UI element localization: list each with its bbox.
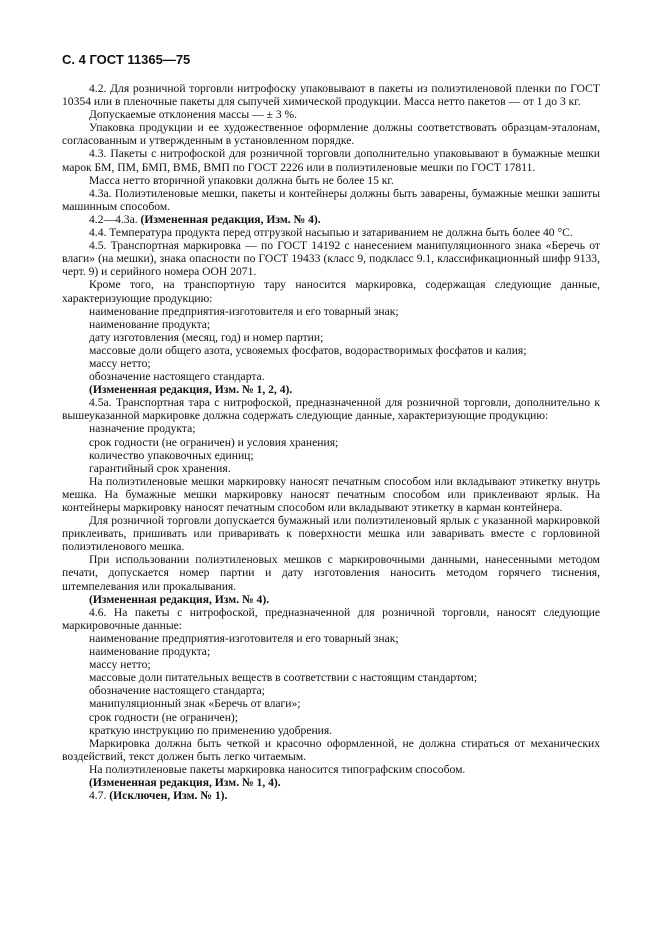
paragraph-text: наименование предприятия-изготовителя и его товарный знак;: [89, 631, 399, 645]
paragraph: [62, 711, 600, 724]
paragraph-text: 4.2—4.3а.: [89, 212, 138, 226]
paragraph-text: 4.5а. Транспортная тара с нитрофоской, предназначенной для розничной торговли, дополнительно к вышеуказанной маркировке должна содержать следующие данные, характеризующие продукцию:: [62, 396, 600, 423]
paragraph-text: количество упаковочных единиц;: [89, 448, 254, 462]
paragraph: [62, 553, 600, 592]
paragraph: [62, 763, 600, 776]
paragraph: [62, 213, 600, 226]
paragraph-text: массу нетто;: [89, 658, 151, 672]
paragraph: [62, 593, 600, 606]
paragraph-text: срок годности (не ограничен) и условия хранения;: [89, 435, 339, 449]
paragraph: [62, 108, 600, 121]
paragraph-text: 4.4. Температура продукта перед отгрузкой насыпью и затариванием не должна быть более 40 °С.: [89, 226, 573, 240]
paragraph-text: Маркировка должна быть четкой и красочно оформленной, не должна стираться от механических воздействий, текст должен быть легко читаемым.: [62, 736, 600, 763]
paragraph: [62, 226, 600, 239]
paragraph: [62, 514, 600, 553]
paragraph-text: На полиэтиленовые пакеты маркировка наносится типографским способом.: [89, 762, 466, 776]
document-body: [62, 82, 600, 802]
paragraph-text: манипуляционный знак «Беречь от влаги»;: [89, 697, 301, 711]
paragraph: [62, 174, 600, 187]
amendment-note: (Измененная редакция, Изм. № 1, 4).: [89, 775, 281, 789]
paragraph-text: обозначение настоящего стандарта.: [89, 370, 265, 384]
paragraph: [62, 697, 600, 710]
paragraph: [62, 344, 600, 357]
paragraph-text: Упаковка продукции и ее художественное оформление должны соответствовать образцам-эталонам, согласованным и утвержденным в установленном порядке.: [62, 121, 600, 148]
paragraph-text: 4.7.: [89, 789, 107, 803]
paragraph: [62, 737, 600, 763]
amendment-note: (Измененная редакция, Изм. № 1, 2, 4).: [89, 383, 293, 397]
paragraph: [62, 383, 600, 396]
amendment-note: (Исключен, Изм. № 1).: [109, 789, 228, 803]
paragraph: [62, 789, 600, 802]
paragraph-text: наименование продукта;: [89, 317, 211, 331]
paragraph: [62, 671, 600, 684]
paragraph: [62, 449, 600, 462]
paragraph: [62, 606, 600, 632]
paragraph: [62, 278, 600, 304]
paragraph: [62, 370, 600, 383]
paragraph: [62, 645, 600, 658]
paragraph-text: срок годности (не ограничен);: [89, 710, 238, 724]
page-header: С. 4 ГОСТ 11365—75: [62, 52, 191, 67]
paragraph-text: наименование предприятия-изготовителя и его товарный знак;: [89, 304, 399, 318]
amendment-note: (Измененная редакция, Изм. № 4).: [140, 212, 321, 226]
paragraph-text: 4.6. На пакеты с нитрофоской, предназначенной для розничной торговли, наносят следующие маркировочные данные:: [62, 605, 600, 632]
paragraph: [62, 331, 600, 344]
paragraph: [62, 121, 600, 147]
paragraph-text: 4.2. Для розничной торговли нитрофоску упаковывают в пакеты из полиэтиленовой пленки по ГОСТ 10354 или в пленочные пакеты для сыпучей химической продукции. Масса нетто пакетов — от 1 до 3 кг.: [62, 82, 600, 109]
paragraph: [62, 658, 600, 671]
paragraph: [62, 82, 600, 108]
paragraph-text: гарантийный срок хранения.: [89, 461, 231, 475]
paragraph: [62, 632, 600, 645]
paragraph-text: 4.5. Транспортная маркировка — по ГОСТ 14192 с нанесением манипуляционного знака «Беречь от влаги» (на мешки), знака опасности по ГОСТ 19433 (класс 9, подкласс 9.1, классификационный шифр 9133, черт. 9) и серийного номера ООН 2071.: [62, 239, 600, 279]
paragraph-text: дату изготовления (месяц, год) и номер партии;: [89, 330, 324, 344]
paragraph-text: 4.3. Пакеты с нитрофоской для розничной торговли дополнительно упаковывают в бумажные мешки марок БМ, ПМ, БМП, ВМБ, ВМП по ГОСТ 2226 или в полиэтиленовые мешки по ГОСТ 17811.: [62, 147, 600, 174]
paragraph-text: назначение продукта;: [89, 422, 196, 436]
paragraph-text: краткую инструкцию по применению удобрения.: [89, 723, 333, 737]
paragraph: [62, 462, 600, 475]
paragraph: [62, 147, 600, 173]
paragraph-text: На полиэтиленовые мешки маркировку наносят печатным способом или вкладывают этикетку внутрь мешка. На бумажные мешки маркировку наносят печатным способом или приклеивают ярлык. На контейнеры маркировку наносят печатным способом или вкладывают этикетку в карман контейнера.: [62, 474, 600, 514]
paragraph-text: При использовании полиэтиленовых мешков с маркировочными данными, нанесенными методом печати, допускается номер партии и дату изготовления наносить методом горячего тиснения, штемпелевания или прокалывания.: [62, 553, 600, 593]
paragraph-text: Кроме того, на транспортную тару наносится маркировка, содержащая следующие данные, характеризующие продукцию:: [62, 278, 600, 305]
paragraph: [62, 396, 600, 422]
paragraph: [62, 239, 600, 278]
paragraph: [62, 422, 600, 435]
paragraph-text: Масса нетто вторичной упаковки должна быть не более 15 кг.: [89, 173, 394, 187]
paragraph: [62, 318, 600, 331]
paragraph: [62, 357, 600, 370]
paragraph-text: массовые доли питательных веществ в соответствии с настоящим стандартом;: [89, 671, 478, 685]
paragraph: [62, 436, 600, 449]
paragraph: [62, 724, 600, 737]
paragraph-text: наименование продукта;: [89, 645, 211, 659]
paragraph-text: Допускаемые отклонения массы — ± 3 %.: [89, 108, 298, 122]
paragraph: [62, 684, 600, 697]
paragraph: [62, 475, 600, 514]
amendment-note: (Измененная редакция, Изм. № 4).: [89, 592, 270, 606]
paragraph-text: массу нетто;: [89, 356, 151, 370]
paragraph-text: Для розничной торговли допускается бумажный или полиэтиленовый ярлык с указанной маркировкой приклеивать, пришивать или приваривать к поверхности мешка или заваривать вместе с горловиной полиэтиленового мешка.: [62, 514, 600, 554]
paragraph: [62, 305, 600, 318]
paragraph-text: массовые доли общего азота, усвояемых фосфатов, водорастворимых фосфатов и калия;: [89, 343, 527, 357]
paragraph-text: 4.3а. Полиэтиленовые мешки, пакеты и контейнеры должны быть заварены, бумажные мешки зашиты машинным способом.: [62, 186, 600, 213]
paragraph: [62, 187, 600, 213]
paragraph: [62, 776, 600, 789]
paragraph-text: обозначение настоящего стандарта;: [89, 684, 265, 698]
